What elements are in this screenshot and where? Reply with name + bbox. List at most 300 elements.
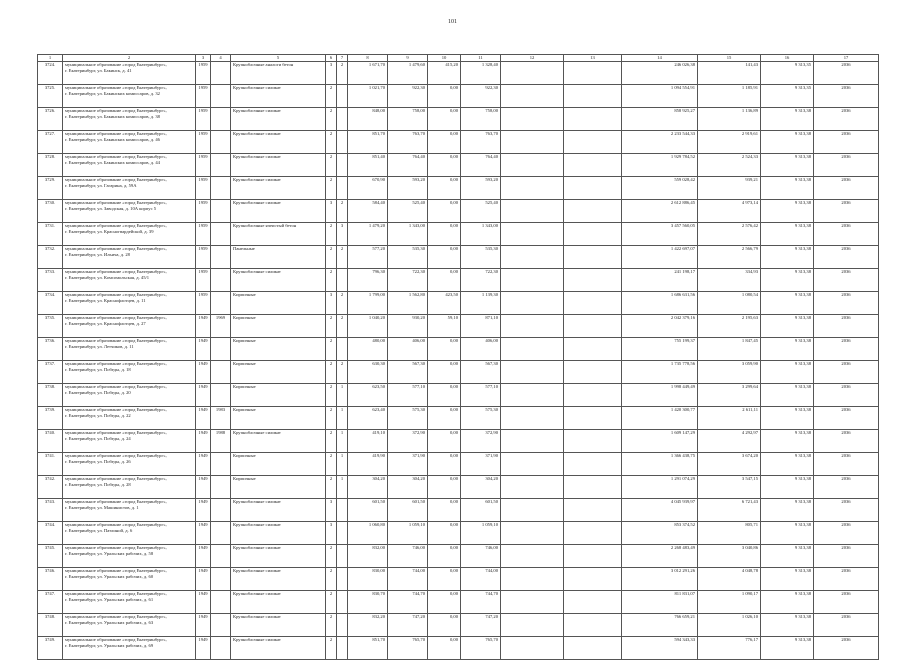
- cell-m2: 2 919,61: [698, 131, 761, 154]
- cell-rate: 9 313,38: [761, 361, 814, 384]
- cell-y1: 1949: [196, 637, 211, 660]
- cell-yr: 2036: [814, 614, 879, 637]
- cell-y1: 1949: [196, 384, 211, 407]
- cell-yr: 2036: [814, 246, 879, 269]
- cell-e12: [501, 223, 564, 246]
- cell-fl: 2: [326, 223, 337, 246]
- cell-yr: 2036: [814, 591, 879, 614]
- cell-rate: 9 313,38: [761, 499, 814, 522]
- cell-en: 2: [337, 315, 348, 338]
- cell-a3: 59,10: [428, 315, 461, 338]
- cell-e12: [501, 591, 564, 614]
- cell-rate: 9 313,38: [761, 545, 814, 568]
- cell-y1: 1949: [196, 591, 211, 614]
- cell-yr: 2036: [814, 361, 879, 384]
- table-row: [38, 62, 879, 85]
- cell-fl: 3: [326, 292, 337, 315]
- column-number: 17: [814, 55, 879, 62]
- address-cell: [63, 315, 196, 338]
- cell-e12: [501, 246, 564, 269]
- address-text: г. Екатеринбург, ул. Победы, д. 24: [65, 435, 131, 441]
- cell-a4: 763,70: [461, 131, 501, 154]
- cell-fl: 2: [326, 315, 337, 338]
- cell-fl: 2: [326, 85, 337, 108]
- cell-fl: 3: [326, 200, 337, 223]
- cell-n: 3745.: [38, 545, 63, 568]
- cell-e13: [564, 338, 622, 361]
- cell-a2: 746,00: [388, 545, 428, 568]
- cell-mat: Кирпичные: [231, 338, 326, 361]
- address-text: г. Екатеринбург, ул. Уральских рабочих, д. 69: [65, 642, 154, 648]
- cell-cost: 2 042 379,16: [622, 315, 698, 338]
- cell-fl: 3: [326, 522, 337, 545]
- cell-yr: 2036: [814, 223, 879, 246]
- address-text: г. Екатеринбург, ул. Машинистов, д. 1: [65, 504, 139, 510]
- owner-text: муниципальное образование «город Екатеринбург»,: [65, 338, 167, 343]
- cell-a2: 722,30: [388, 269, 428, 292]
- cell-fl: 2: [326, 177, 337, 200]
- cell-rate: 9 313,38: [761, 522, 814, 545]
- table-row: [38, 430, 879, 453]
- address-text: г. Екатеринбург, ул. Летчиков, д. 11: [65, 343, 134, 349]
- cell-a2: 601,50: [388, 499, 428, 522]
- cell-a3: 0,00: [428, 430, 461, 453]
- table-row: [38, 154, 879, 177]
- address-text: г. Екатеринбург, ул. Победы, д. 20: [65, 389, 131, 395]
- cell-y1: 1949: [196, 430, 211, 453]
- table-row: [38, 384, 879, 407]
- cell-en: [337, 522, 348, 545]
- cell-e12: [501, 430, 564, 453]
- cell-a3: 0,00: [428, 223, 461, 246]
- address-cell: [63, 154, 196, 177]
- cell-e13: [564, 154, 622, 177]
- cell-en: 3: [337, 223, 348, 246]
- column-number: 8: [348, 55, 388, 62]
- cell-yr: 2036: [814, 522, 879, 545]
- cell-en: 2: [337, 200, 348, 223]
- cell-e13: [564, 384, 622, 407]
- owner-text: муниципальное образование «город Екатеринбург»,: [65, 108, 167, 113]
- cell-y1: 1959: [196, 246, 211, 269]
- cell-cost: 1 609 147,29: [622, 430, 698, 453]
- cell-fl: 2: [326, 338, 337, 361]
- cell-fl: 2: [326, 269, 337, 292]
- cell-a3: 0,00: [428, 568, 461, 591]
- cell-e13: [564, 62, 622, 85]
- cell-e12: [501, 177, 564, 200]
- cell-mat: Кирпичные: [231, 384, 326, 407]
- table-row: [38, 614, 879, 637]
- cell-y2: [211, 384, 231, 407]
- cell-area: 1 799,00: [348, 292, 388, 315]
- cell-y1: 1949: [196, 315, 211, 338]
- cell-e13: [564, 315, 622, 338]
- cell-m2: 4 292,97: [698, 430, 761, 453]
- cell-a3: 0,00: [428, 200, 461, 223]
- cell-a4: 372,90: [461, 430, 501, 453]
- cell-cost: 2 612 886,45: [622, 200, 698, 223]
- cell-en: 2: [337, 361, 348, 384]
- address-text: г. Екатеринбург, ул. Патлиной, д. 6: [65, 527, 133, 533]
- cell-y2: [211, 338, 231, 361]
- cell-a3: 0,00: [428, 338, 461, 361]
- cell-y2: [211, 246, 231, 269]
- address-text: г. Екатеринбург, ул. Бакинских комиссаров, д. 32: [65, 90, 160, 96]
- owner-text: муниципальное образование «город Екатеринбург»,: [65, 223, 167, 228]
- cell-mat: Панельные: [231, 246, 326, 269]
- cell-y1: 1959: [196, 269, 211, 292]
- cell-rate: 9 313,38: [761, 591, 814, 614]
- cell-cost: 1 929 784,52: [622, 154, 698, 177]
- cell-y2: [211, 131, 231, 154]
- cell-e12: [501, 614, 564, 637]
- cell-rate: 9 313,38: [761, 246, 814, 269]
- cell-a3: 0,00: [428, 476, 461, 499]
- address-text: г. Екатеринбург, ул. Победы, д. 18: [65, 366, 131, 372]
- column-number: 10: [428, 55, 461, 62]
- column-number: 13: [564, 55, 622, 62]
- cell-a3: 0,00: [428, 177, 461, 200]
- cell-yr: 2036: [814, 338, 879, 361]
- cell-area: 584,40: [348, 200, 388, 223]
- cell-en: [337, 338, 348, 361]
- cell-yr: 2036: [814, 200, 879, 223]
- cell-area: 796,30: [348, 269, 388, 292]
- cell-area: 480,00: [348, 338, 388, 361]
- table-row: [38, 177, 879, 200]
- cell-fl: 2: [326, 568, 337, 591]
- cell-yr: 2036: [814, 315, 879, 338]
- owner-text: муниципальное образование «город Екатеринбург»,: [65, 499, 167, 504]
- cell-e12: [501, 522, 564, 545]
- column-number: 11: [461, 55, 501, 62]
- address-cell: [63, 338, 196, 361]
- cell-a2: 575,30: [388, 407, 428, 430]
- owner-text: муниципальное образование «город Екатеринбург»,: [65, 430, 167, 435]
- cell-en: 2: [337, 292, 348, 315]
- cell-e12: [501, 269, 564, 292]
- table-row: [38, 476, 879, 499]
- cell-cost: 1 686 631,56: [622, 292, 698, 315]
- cell-y1: 1959: [196, 108, 211, 131]
- cell-n: 3747.: [38, 591, 63, 614]
- cell-area: 1 479,20: [348, 223, 388, 246]
- owner-text: муниципальное образование «город Екатеринбург»,: [65, 614, 167, 619]
- cell-area: 830,70: [348, 591, 388, 614]
- cell-mat: Крупноблочные силикат: [231, 522, 326, 545]
- cell-cost: 858 925,27: [622, 108, 698, 131]
- cell-rate: 9 313,38: [761, 614, 814, 637]
- cell-m2: 1 185,91: [698, 85, 761, 108]
- cell-y1: 1949: [196, 361, 211, 384]
- cell-a4: 406,00: [461, 338, 501, 361]
- cell-y2: [211, 499, 231, 522]
- cell-n: 3739.: [38, 407, 63, 430]
- cell-rate: 9 313,38: [761, 476, 814, 499]
- cell-y2: [211, 591, 231, 614]
- cell-yr: 2036: [814, 384, 879, 407]
- cell-n: 3746.: [38, 568, 63, 591]
- cell-n: 3732.: [38, 246, 63, 269]
- cell-en: [337, 269, 348, 292]
- table-row: [38, 338, 879, 361]
- cell-fl: 2: [326, 361, 337, 384]
- address-cell: [63, 545, 196, 568]
- address-cell: [63, 223, 196, 246]
- cell-yr: 2036: [814, 177, 879, 200]
- owner-text: муниципальное образование «город Екатеринбург»,: [65, 292, 167, 297]
- cell-a4: 744,70: [461, 591, 501, 614]
- column-number: 9: [388, 55, 428, 62]
- cell-rate: 9 313,38: [761, 154, 814, 177]
- address-cell: [63, 568, 196, 591]
- table-row: [38, 200, 879, 223]
- cell-area: 623,50: [348, 384, 388, 407]
- cell-fl: 2: [326, 407, 337, 430]
- cell-a2: 304,20: [388, 476, 428, 499]
- cell-a4: 525,40: [461, 200, 501, 223]
- cell-y1: 1949: [196, 522, 211, 545]
- address-text: г. Екатеринбург, ул. Краснофлотцев, д. 11: [65, 297, 146, 303]
- cell-a3: 0,00: [428, 522, 461, 545]
- cell-cost: 594 343,33: [622, 637, 698, 660]
- cell-y2: [211, 269, 231, 292]
- cell-y2: [211, 476, 231, 499]
- cell-a4: 567,30: [461, 361, 501, 384]
- cell-y2: [211, 108, 231, 131]
- cell-m2: 776,17: [698, 637, 761, 660]
- cell-e12: [501, 476, 564, 499]
- table-row: [38, 269, 879, 292]
- column-number: 4: [211, 55, 231, 62]
- cell-a3: 423,50: [428, 292, 461, 315]
- cell-m2: 3 299,64: [698, 384, 761, 407]
- cell-en: [337, 614, 348, 637]
- address-cell: [63, 108, 196, 131]
- cell-mat: Крупноблочные силикат: [231, 200, 326, 223]
- cell-en: [337, 85, 348, 108]
- cell-m2: 6 721,43: [698, 499, 761, 522]
- owner-text: муниципальное образование «город Екатеринбург»,: [65, 154, 167, 159]
- cell-a2: 1 059,10: [388, 522, 428, 545]
- cell-a3: 0,00: [428, 384, 461, 407]
- cell-fl: 3: [326, 499, 337, 522]
- cell-a3: 0,00: [428, 591, 461, 614]
- cell-rate: 9 313,38: [761, 453, 814, 476]
- address-cell: [63, 522, 196, 545]
- cell-a4: 765,70: [461, 637, 501, 660]
- cell-a3: 0,00: [428, 361, 461, 384]
- address-text: г. Екатеринбург, ул. Бакинск, д. 41: [65, 67, 132, 73]
- cell-mat: Крупноблочные силикат: [231, 499, 326, 522]
- cell-en: 1: [337, 407, 348, 430]
- cell-yr: 2036: [814, 154, 879, 177]
- cell-area: 1 021,70: [348, 85, 388, 108]
- cell-cost: 559 028,42: [622, 177, 698, 200]
- cell-m2: 4 973,14: [698, 200, 761, 223]
- cell-a4: 1 328,40: [461, 62, 501, 85]
- cell-y2: [211, 223, 231, 246]
- cell-a4: 304,20: [461, 476, 501, 499]
- cell-a3: 0,00: [428, 453, 461, 476]
- address-cell: [63, 246, 196, 269]
- cell-a2: 372,90: [388, 430, 428, 453]
- cell-cost: 4 045 939,97: [622, 499, 698, 522]
- cell-m2: 1 847,45: [698, 338, 761, 361]
- cell-area: 419,90: [348, 453, 388, 476]
- cell-a3: 0,00: [428, 545, 461, 568]
- owner-text: муниципальное образование «город Екатеринбург»,: [65, 246, 167, 251]
- owner-text: муниципальное образование «город Екатеринбург»,: [65, 62, 167, 67]
- page-number: 101: [448, 19, 457, 25]
- cell-n: 3727.: [38, 131, 63, 154]
- cell-n: 3737.: [38, 361, 63, 384]
- address-cell: [63, 614, 196, 637]
- cell-area: 851,70: [348, 637, 388, 660]
- cell-n: 3734.: [38, 292, 63, 315]
- cell-mat: Крупноблочные силикат: [231, 545, 326, 568]
- cell-e13: [564, 453, 622, 476]
- cell-cost: 1 420 300,77: [622, 407, 698, 430]
- table-row: [38, 131, 879, 154]
- cell-en: [337, 545, 348, 568]
- owner-text: муниципальное образование «город Екатеринбург»,: [65, 522, 167, 527]
- cell-fl: 2: [326, 131, 337, 154]
- address-text: г. Екатеринбург, ул. Красногвардейской, д. 39: [65, 228, 154, 234]
- address-cell: [63, 499, 196, 522]
- address-cell: [63, 85, 196, 108]
- owner-text: муниципальное образование «город Екатеринбург»,: [65, 453, 167, 458]
- column-number: 7: [337, 55, 348, 62]
- cell-area: 832,00: [348, 545, 388, 568]
- cell-rate: 9 313,38: [761, 384, 814, 407]
- cell-e13: [564, 108, 622, 131]
- cell-e12: [501, 62, 564, 85]
- cell-e12: [501, 499, 564, 522]
- cell-e13: [564, 545, 622, 568]
- address-cell: [63, 269, 196, 292]
- cell-a4: 601,50: [461, 499, 501, 522]
- cell-mat: Крупноблочные силикат: [231, 637, 326, 660]
- address-cell: [63, 177, 196, 200]
- cell-y2: [211, 614, 231, 637]
- cell-a4: 1 139,30: [461, 292, 501, 315]
- cell-a3: 0,00: [428, 85, 461, 108]
- cell-y1: 1959: [196, 62, 211, 85]
- address-text: г. Екатеринбург, ул. Победы, д. 26: [65, 458, 131, 464]
- cell-fl: 2: [326, 476, 337, 499]
- cell-e13: [564, 177, 622, 200]
- cell-n: 3728.: [38, 154, 63, 177]
- table-row: [38, 545, 879, 568]
- cell-e12: [501, 384, 564, 407]
- cell-a2: 1 479,60: [388, 62, 428, 85]
- address-cell: [63, 131, 196, 154]
- cell-en: [337, 568, 348, 591]
- cell-y2: [211, 154, 231, 177]
- cell-e12: [501, 292, 564, 315]
- address-cell: [63, 591, 196, 614]
- cell-en: [337, 177, 348, 200]
- cell-e13: [564, 200, 622, 223]
- address-cell: [63, 292, 196, 315]
- cell-e12: [501, 85, 564, 108]
- cell-y2: [211, 522, 231, 545]
- owner-text: муниципальное образование «город Екатеринбург»,: [65, 131, 167, 136]
- cell-cost: 3 012 291,26: [622, 568, 698, 591]
- cell-rate: 9 313,38: [761, 338, 814, 361]
- cell-a2: 371,90: [388, 453, 428, 476]
- address-cell: [63, 430, 196, 453]
- cell-a2: 535,30: [388, 246, 428, 269]
- cell-fl: 2: [326, 453, 337, 476]
- column-number: 14: [622, 55, 698, 62]
- cell-yr: 2036: [814, 637, 879, 660]
- cell-m2: 2 576,42: [698, 223, 761, 246]
- cell-e13: [564, 591, 622, 614]
- cell-area: 1 040,20: [348, 315, 388, 338]
- cell-a4: 593,20: [461, 177, 501, 200]
- cell-rate: 9 313,38: [761, 637, 814, 660]
- cell-mat: Крупноблочные силикат: [231, 85, 326, 108]
- cell-y2: [211, 361, 231, 384]
- table-row: [38, 108, 879, 131]
- cell-yr: 2036: [814, 430, 879, 453]
- cell-a2: 577,10: [388, 384, 428, 407]
- cell-area: 832,20: [348, 614, 388, 637]
- address-cell: [63, 407, 196, 430]
- cell-n: 3744.: [38, 522, 63, 545]
- cell-cost: 3 457 560,05: [622, 223, 698, 246]
- cell-a3: 0,00: [428, 154, 461, 177]
- cell-cost: 1 094 554,91: [622, 85, 698, 108]
- cell-a4: 575,30: [461, 407, 501, 430]
- cell-a3: 0,00: [428, 614, 461, 637]
- table-row: [38, 407, 879, 430]
- cell-m2: 1 080,54: [698, 292, 761, 315]
- cell-e12: [501, 545, 564, 568]
- table-row: [38, 315, 879, 338]
- cell-yr: 2036: [814, 568, 879, 591]
- cell-a4: 747,20: [461, 614, 501, 637]
- cell-m2: 3 040,86: [698, 545, 761, 568]
- cell-y1: 1949: [196, 338, 211, 361]
- cell-area: 830,00: [348, 568, 388, 591]
- cell-mat: Крупноблочные ячеистый бетон: [231, 223, 326, 246]
- cell-cost: 2 233 544,33: [622, 131, 698, 154]
- column-number: 1: [38, 55, 63, 62]
- cell-m2: 3 059,90: [698, 361, 761, 384]
- cell-y1: 1949: [196, 568, 211, 591]
- cell-y1: 1959: [196, 177, 211, 200]
- cell-y2: [211, 568, 231, 591]
- cell-a4: 371,90: [461, 453, 501, 476]
- cell-area: 848,00: [348, 108, 388, 131]
- cell-e13: [564, 614, 622, 637]
- table-row: [38, 292, 879, 315]
- owner-text: муниципальное образование «город Екатеринбург»,: [65, 568, 167, 573]
- cell-mat: Кирпичные: [231, 476, 326, 499]
- cell-cost: 755 199,37: [622, 338, 698, 361]
- cell-m2: 4 048,78: [698, 568, 761, 591]
- cell-a2: 525,40: [388, 200, 428, 223]
- cell-yr: 2036: [814, 269, 879, 292]
- cell-e13: [564, 568, 622, 591]
- cell-mat: Крупноблочные силикат: [231, 131, 326, 154]
- address-cell: [63, 361, 196, 384]
- cell-a2: 758,00: [388, 108, 428, 131]
